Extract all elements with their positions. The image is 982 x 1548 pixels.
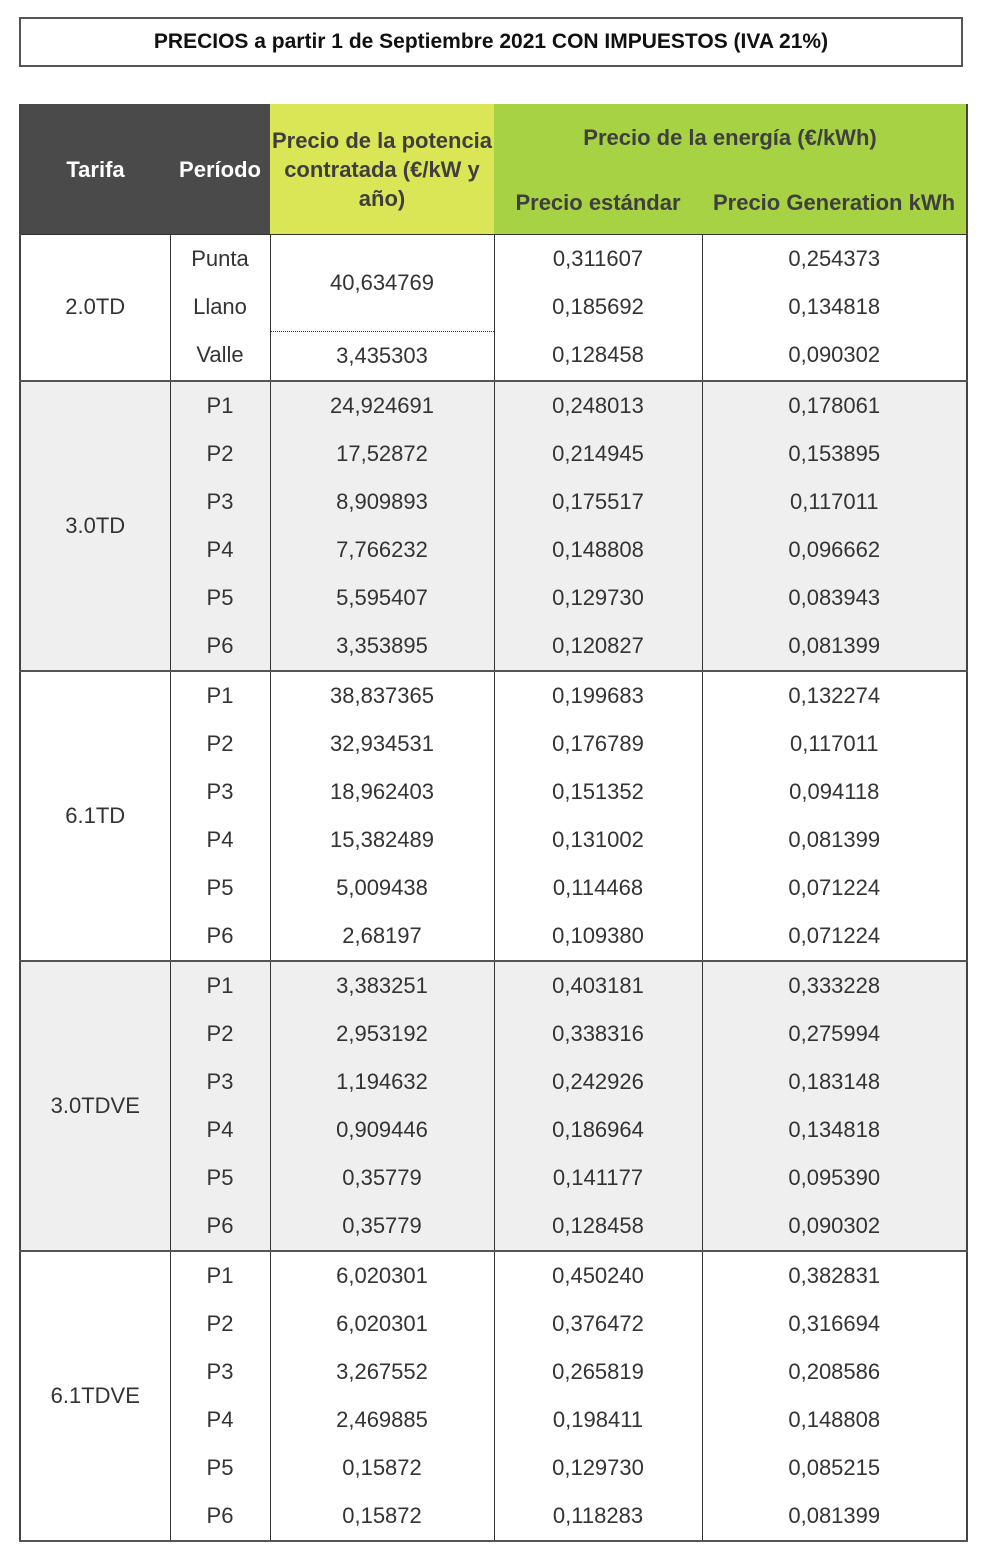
header-precio-estandar: Precio estándar [494,171,702,235]
periodo-cell: P2 [170,1300,270,1348]
group-2-0td [20,235,967,381]
header-precio-generation: Precio Generation kWh [702,171,967,235]
generation-cell: 0,095390 [702,1154,967,1202]
table-row [20,235,967,284]
potencia-cell: 3,435303 [270,331,494,381]
generation-cell: 0,208586 [702,1348,967,1396]
generation-cell: 0,117011 [702,720,967,768]
generation-cell: 0,090302 [702,1202,967,1251]
periodo-cell: P5 [170,574,270,622]
header-periodo: Período [170,104,270,235]
tarifa-cell: 3.0TDVE [20,961,170,1251]
potencia-cell: 8,909893 [270,478,494,526]
estandar-cell: 0,186964 [494,1106,702,1154]
estandar-cell: 0,242926 [494,1058,702,1106]
periodo-cell: P1 [170,671,270,720]
tarifa-cell: 6.1TD [20,671,170,961]
tarifa-cell: 6.1TDVE [20,1251,170,1541]
generation-cell: 0,148808 [702,1396,967,1444]
periodo-cell: P2 [170,1010,270,1058]
estandar-cell: 0,248013 [494,381,702,430]
periodo-cell: P6 [170,1492,270,1541]
potencia-cell: 0,909446 [270,1106,494,1154]
estandar-cell: 0,128458 [494,1202,702,1251]
periodo-cell: P4 [170,526,270,574]
table-row [20,1251,967,1300]
potencia-cell: 3,267552 [270,1348,494,1396]
potencia-cell: 3,383251 [270,961,494,1010]
potencia-cell: 1,194632 [270,1058,494,1106]
group-3-0td [20,381,967,671]
potencia-cell: 5,595407 [270,574,494,622]
table-row [20,961,967,1010]
generation-cell: 0,117011 [702,478,967,526]
prices-table [19,104,968,1542]
periodo-cell: P3 [170,768,270,816]
periodo-cell: P6 [170,912,270,961]
estandar-cell: 0,265819 [494,1348,702,1396]
generation-cell: 0,081399 [702,622,967,671]
periodo-cell: P2 [170,430,270,478]
generation-cell: 0,081399 [702,816,967,864]
potencia-cell: 24,924691 [270,381,494,430]
potencia-cell: 0,15872 [270,1492,494,1541]
estandar-cell: 0,338316 [494,1010,702,1058]
periodo-cell: Llano [170,283,270,331]
periodo-cell: P1 [170,1251,270,1300]
periodo-cell: P5 [170,864,270,912]
generation-cell: 0,382831 [702,1251,967,1300]
header-potencia: Precio de la potencia contratada (€/kW y año) [270,104,494,235]
group-6-1tdve [20,1251,967,1541]
group-3-0tdve [20,961,967,1251]
generation-cell: 0,333228 [702,961,967,1010]
tarifa-cell: 3.0TD [20,381,170,671]
estandar-cell: 0,114468 [494,864,702,912]
generation-cell: 0,090302 [702,331,967,381]
potencia-cell: 0,35779 [270,1202,494,1251]
potencia-cell: 40,634769 [270,235,494,332]
generation-cell: 0,275994 [702,1010,967,1058]
generation-cell: 0,081399 [702,1492,967,1541]
periodo-cell: Punta [170,235,270,284]
periodo-cell: P3 [170,1348,270,1396]
generation-cell: 0,254373 [702,235,967,284]
estandar-cell: 0,450240 [494,1251,702,1300]
generation-cell: 0,085215 [702,1444,967,1492]
potencia-cell: 18,962403 [270,768,494,816]
estandar-cell: 0,214945 [494,430,702,478]
generation-cell: 0,134818 [702,283,967,331]
generation-cell: 0,071224 [702,864,967,912]
periodo-cell: P3 [170,478,270,526]
periodo-cell: P4 [170,816,270,864]
periodo-cell: P6 [170,622,270,671]
estandar-cell: 0,131002 [494,816,702,864]
potencia-cell: 3,353895 [270,622,494,671]
generation-cell: 0,094118 [702,768,967,816]
estandar-cell: 0,129730 [494,574,702,622]
header-tarifa: Tarifa [20,104,170,235]
generation-cell: 0,153895 [702,430,967,478]
header-energia: Precio de la energía (€/kWh) [494,104,967,171]
potencia-cell: 38,837365 [270,671,494,720]
potencia-cell: 17,52872 [270,430,494,478]
periodo-cell: P5 [170,1444,270,1492]
potencia-cell: 6,020301 [270,1300,494,1348]
potencia-cell: 2,469885 [270,1396,494,1444]
estandar-cell: 0,175517 [494,478,702,526]
group-6-1td [20,671,967,961]
periodo-cell: P4 [170,1396,270,1444]
estandar-cell: 0,403181 [494,961,702,1010]
table-row [20,671,967,720]
page-title: PRECIOS a partir 1 de Septiembre 2021 CON IMPUESTOS (IVA 21%) [19,17,963,67]
estandar-cell: 0,128458 [494,331,702,381]
potencia-cell: 5,009438 [270,864,494,912]
generation-cell: 0,071224 [702,912,967,961]
generation-cell: 0,178061 [702,381,967,430]
estandar-cell: 0,148808 [494,526,702,574]
potencia-cell: 32,934531 [270,720,494,768]
periodo-cell: P3 [170,1058,270,1106]
generation-cell: 0,096662 [702,526,967,574]
periodo-cell: P6 [170,1202,270,1251]
estandar-cell: 0,198411 [494,1396,702,1444]
periodo-cell: P1 [170,381,270,430]
estandar-cell: 0,376472 [494,1300,702,1348]
periodo-cell: Valle [170,331,270,381]
estandar-cell: 0,129730 [494,1444,702,1492]
periodo-cell: P2 [170,720,270,768]
estandar-cell: 0,199683 [494,671,702,720]
table-row [20,381,967,430]
potencia-cell: 15,382489 [270,816,494,864]
estandar-cell: 0,311607 [494,235,702,284]
estandar-cell: 0,141177 [494,1154,702,1202]
potencia-cell: 2,68197 [270,912,494,961]
generation-cell: 0,183148 [702,1058,967,1106]
estandar-cell: 0,109380 [494,912,702,961]
potencia-cell: 6,020301 [270,1251,494,1300]
potencia-cell: 0,35779 [270,1154,494,1202]
generation-cell: 0,132274 [702,671,967,720]
table-header [20,104,967,235]
periodo-cell: P1 [170,961,270,1010]
tarifa-cell: 2.0TD [20,235,170,381]
estandar-cell: 0,151352 [494,768,702,816]
potencia-cell: 0,15872 [270,1444,494,1492]
potencia-cell: 2,953192 [270,1010,494,1058]
estandar-cell: 0,118283 [494,1492,702,1541]
estandar-cell: 0,120827 [494,622,702,671]
estandar-cell: 0,185692 [494,283,702,331]
estandar-cell: 0,176789 [494,720,702,768]
generation-cell: 0,134818 [702,1106,967,1154]
potencia-cell: 7,766232 [270,526,494,574]
generation-cell: 0,083943 [702,574,967,622]
periodo-cell: P5 [170,1154,270,1202]
periodo-cell: P4 [170,1106,270,1154]
generation-cell: 0,316694 [702,1300,967,1348]
